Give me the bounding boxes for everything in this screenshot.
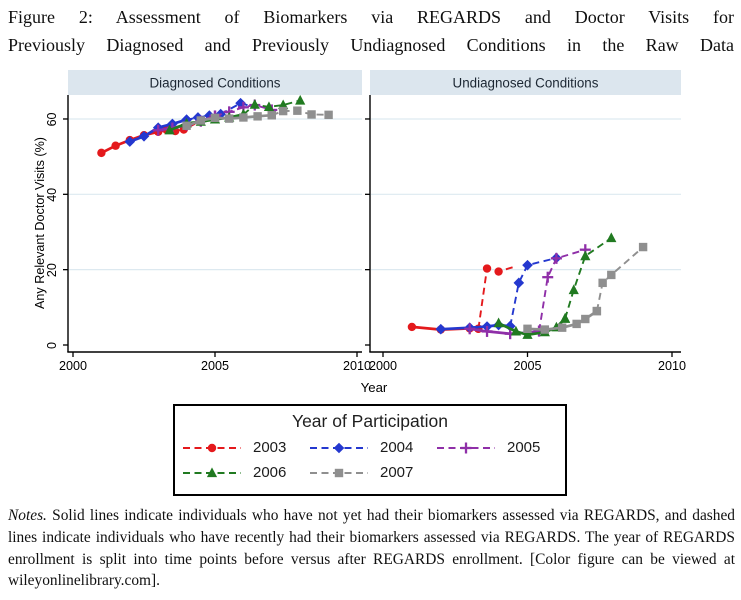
legend-entry-2005	[437, 439, 564, 456]
figure-title-part1: Assessment of Biomarkers via REGARDS and Doctor Visits for	[115, 7, 734, 27]
notes-paragraph	[8, 505, 735, 592]
figure-caption-line1	[8, 3, 734, 31]
svg-text:2000: 2000	[58, 359, 88, 373]
figure-title-part2: Previously Diagnosed and Previously Undiagnosed Conditions in the Raw Data	[8, 35, 734, 55]
plus-marker-icon	[437, 440, 495, 456]
legend-label: 2006	[253, 464, 287, 481]
svg-text:2005: 2005	[200, 359, 230, 373]
notes-body: Solid lines indicate individuals who have not yet had their biomarkers assessed via REGARDS, and dashed lines indicate individuals who have recently had their biomarkers assessed via REGARDS. The year of REGARDS enrollment is split into time points before versus after REGARDS enrollment. [Color figure can be viewed at wileyonlinelibrary.com].	[8, 507, 735, 590]
panel-title: Diagnosed Conditions	[149, 75, 281, 91]
svg-text:0: 0	[45, 342, 59, 349]
svg-text:2000: 2000	[368, 359, 398, 373]
legend-title: Year of Participation	[292, 411, 448, 431]
x-axis-title: Year	[360, 380, 388, 395]
legend-row	[183, 460, 565, 485]
svg-text:40: 40	[45, 187, 59, 202]
svg-text:2010: 2010	[657, 359, 687, 373]
panel-diagnosed	[45, 70, 371, 373]
notes-label: Notes.	[8, 507, 47, 524]
svg-text:20: 20	[45, 263, 59, 278]
diamond-marker-icon	[310, 440, 368, 456]
figure-caption	[8, 3, 734, 59]
y-axis-title: Any Relevant Doctor Visits (%)	[33, 137, 47, 309]
panel-undiagnosed	[365, 70, 686, 373]
legend-label: 2005	[507, 439, 541, 456]
legend-entry-2004	[310, 439, 437, 456]
legend-label: 2004	[380, 439, 414, 456]
figure-number: Figure 2:	[8, 7, 93, 27]
legend-label: 2007	[380, 464, 414, 481]
circle-marker-icon	[183, 440, 241, 456]
svg-text:2005: 2005	[513, 359, 542, 373]
chart-figure	[0, 62, 741, 402]
legend-entry-2007	[310, 464, 437, 481]
legend-entries	[183, 435, 565, 485]
doctor-visits-chart	[0, 62, 741, 402]
legend-label: 2003	[253, 439, 287, 456]
square-marker-icon	[310, 465, 368, 481]
legend-box	[173, 404, 567, 496]
figure-caption-line2	[8, 31, 734, 59]
svg-text:2010: 2010	[342, 359, 372, 373]
series-2007	[182, 106, 332, 129]
legend-entry-2006	[183, 464, 310, 481]
triangle-marker-icon	[183, 465, 241, 481]
legend-row	[183, 435, 565, 460]
svg-text:60: 60	[45, 112, 59, 127]
panel-title: Undiagnosed Conditions	[452, 75, 599, 91]
legend-entry-2003	[183, 439, 310, 456]
